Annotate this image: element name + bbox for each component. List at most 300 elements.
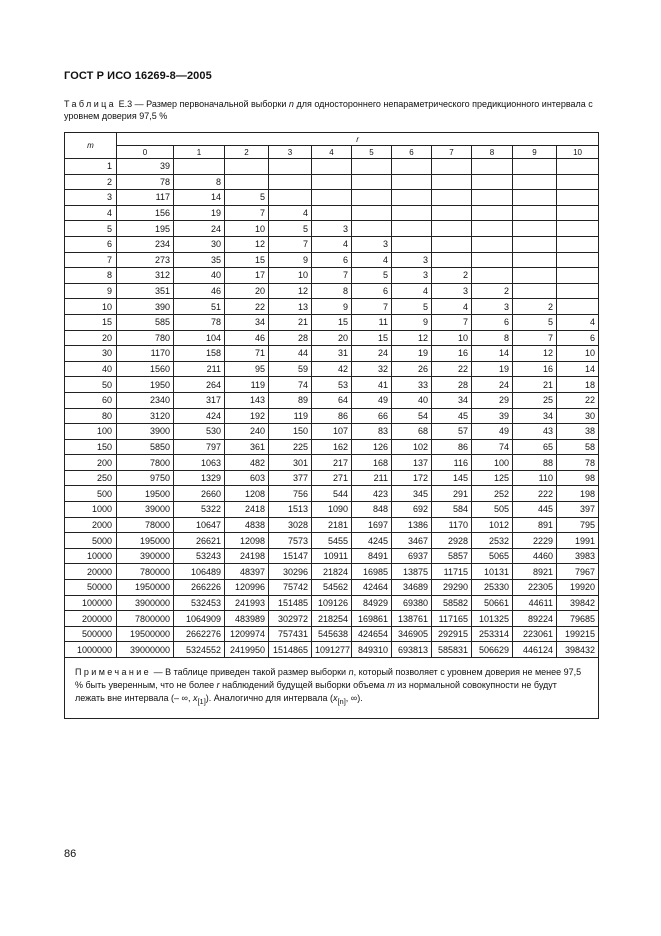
table-cell: 89 [269, 392, 312, 408]
table-cell: 8 [312, 283, 352, 299]
table-cell: 1386 [392, 517, 432, 533]
table-cell: 780 [117, 330, 174, 346]
table-cell [352, 205, 392, 221]
table-cell: 291 [432, 486, 472, 502]
table-cell: 53243 [174, 548, 225, 564]
table-cell: 21824 [312, 564, 352, 580]
table-cell: 138761 [392, 611, 432, 627]
table-cell: 505 [472, 502, 513, 518]
table-cell: 29290 [432, 580, 472, 596]
table-cell: 25330 [472, 580, 513, 596]
table-cell: 69380 [392, 595, 432, 611]
table-cell: 2 [432, 268, 472, 284]
table-cell [269, 159, 312, 175]
table-cell: 39 [472, 408, 513, 424]
table-cell: 12098 [225, 533, 269, 549]
table-cell: 14 [472, 346, 513, 362]
table-cell: 78 [174, 314, 225, 330]
table-cell: 21 [269, 314, 312, 330]
table-cell [557, 236, 599, 252]
table-cell: 195000 [117, 533, 174, 549]
m-value-cell: 40 [65, 361, 117, 377]
table-cell: 223061 [513, 626, 557, 642]
table-cell [513, 190, 557, 206]
table-cell: 849310 [352, 642, 392, 658]
table-cell: 225 [269, 439, 312, 455]
table-cell [557, 205, 599, 221]
table-cell: 54 [392, 408, 432, 424]
table-cell: 34689 [392, 580, 432, 596]
table-cell: 211 [174, 361, 225, 377]
table-cell: 5857 [432, 548, 472, 564]
table-cell [352, 174, 392, 190]
table-cell: 217 [312, 455, 352, 471]
table-cell: 43 [513, 424, 557, 440]
r-value-header: 0 [117, 146, 174, 159]
table-cell [557, 299, 599, 315]
table-cell: 780000 [117, 564, 174, 580]
table-cell: 40 [174, 268, 225, 284]
table-cell: 21 [513, 377, 557, 393]
table-cell: 24 [174, 221, 225, 237]
m-value-cell: 6 [65, 236, 117, 252]
note-prefix: Примечание [75, 667, 152, 677]
table-cell: 40 [392, 392, 432, 408]
table-cell [392, 159, 432, 175]
table-cell [557, 221, 599, 237]
table-cell: 54562 [312, 580, 352, 596]
table-row [65, 205, 599, 221]
table-row [65, 361, 599, 377]
table-cell [432, 159, 472, 175]
table-cell: 222 [513, 486, 557, 502]
table-cell: 2418 [225, 502, 269, 518]
r-value-header: 8 [472, 146, 513, 159]
table-cell: 4 [269, 205, 312, 221]
table-cell: 30 [174, 236, 225, 252]
table-cell [472, 268, 513, 284]
table-cell: 530 [174, 424, 225, 440]
table-cell [312, 174, 352, 190]
table-cell [352, 221, 392, 237]
note-text: из нормальной совокупности не будут лежать вне интервала (– ∞, [75, 680, 557, 703]
table-cell: 86 [432, 439, 472, 455]
table-cell: 78000 [117, 517, 174, 533]
table-cell: 7 [513, 330, 557, 346]
m-value-cell: 200000 [65, 611, 117, 627]
table-cell: 10 [269, 268, 312, 284]
table-cell: 38 [557, 424, 599, 440]
m-value-cell: 5 [65, 221, 117, 237]
caption-var-n: n [288, 99, 294, 109]
table-cell: 6 [557, 330, 599, 346]
table-cell: 9750 [117, 470, 174, 486]
table-row [65, 502, 599, 518]
table-cell: 28 [269, 330, 312, 346]
table-cell: 1064909 [174, 611, 225, 627]
table-cell [312, 190, 352, 206]
table-cell [174, 159, 225, 175]
table-cell: 42 [312, 361, 352, 377]
table-cell: 302972 [269, 611, 312, 627]
m-value-cell: 15 [65, 314, 117, 330]
table-cell: 4460 [513, 548, 557, 564]
table-cell: 102 [392, 439, 432, 455]
table-cell: 585 [117, 314, 174, 330]
table-cell [513, 205, 557, 221]
table-cell: 35 [174, 252, 225, 268]
table-row [65, 283, 599, 299]
table-cell: 49 [472, 424, 513, 440]
table-cell: 39 [117, 159, 174, 175]
table-cell: 12 [513, 346, 557, 362]
table-cell: 1090 [312, 502, 352, 518]
table-row [65, 517, 599, 533]
m-value-cell: 5000 [65, 533, 117, 549]
table-cell: 19 [174, 205, 225, 221]
table-cell: 3 [312, 221, 352, 237]
table-cell: 110 [513, 470, 557, 486]
table-cell [269, 190, 312, 206]
table-cell: 6 [352, 283, 392, 299]
table-cell: 8 [174, 174, 225, 190]
table-cell: 252 [472, 486, 513, 502]
table-cell [432, 190, 472, 206]
table-cell: 2 [472, 283, 513, 299]
table-cell: 1063 [174, 455, 225, 471]
table-cell: 156 [117, 205, 174, 221]
table-cell: 603 [225, 470, 269, 486]
table-cell: 3 [392, 268, 432, 284]
table-cell: 2662276 [174, 626, 225, 642]
r-value-header: 7 [432, 146, 472, 159]
table-cell: 58 [557, 439, 599, 455]
table-cell: 10 [557, 346, 599, 362]
table-cell: 29 [472, 392, 513, 408]
m-value-cell: 250 [65, 470, 117, 486]
table-cell: 6937 [392, 548, 432, 564]
table-cell: 137 [392, 455, 432, 471]
m-value-cell: 1000 [65, 502, 117, 518]
table-cell: 33 [392, 377, 432, 393]
note-var-x2: x [332, 693, 338, 703]
table-cell: 19 [472, 361, 513, 377]
table-row [65, 580, 599, 596]
table-row [65, 564, 599, 580]
table-cell: 20 [225, 283, 269, 299]
table-cell: 2928 [432, 533, 472, 549]
table-cell [472, 221, 513, 237]
table-cell: 75742 [269, 580, 312, 596]
table-cell: 424654 [352, 626, 392, 642]
table-cell: 7967 [557, 564, 599, 580]
table-cell: 312 [117, 268, 174, 284]
table-row [65, 533, 599, 549]
table-cell: 101325 [472, 611, 513, 627]
table-cell: 119 [269, 408, 312, 424]
document-header: ГОСТ Р ИСО 16269-8—2005 [64, 70, 212, 82]
table-cell: 4838 [225, 517, 269, 533]
table-cell: 756 [269, 486, 312, 502]
table-cell: 1170 [432, 517, 472, 533]
table-row [65, 424, 599, 440]
table-row [65, 626, 599, 642]
m-value-cell: 9 [65, 283, 117, 299]
table-cell: 78 [557, 455, 599, 471]
table-cell: 9 [392, 314, 432, 330]
table-row [65, 486, 599, 502]
table-row [65, 221, 599, 237]
m-value-cell: 50 [65, 377, 117, 393]
note-sub-n: [n] [337, 696, 346, 706]
table-cell: 4 [392, 283, 432, 299]
table-row [65, 392, 599, 408]
table-row [65, 268, 599, 284]
table-cell: 351 [117, 283, 174, 299]
caption-text-2: для одностороннего непараметрического предикционного интервала с уровнем доверия 97,5 % [64, 99, 593, 121]
table-cell: 5455 [312, 533, 352, 549]
table-cell: 3120 [117, 408, 174, 424]
table-cell: 117165 [432, 611, 472, 627]
note-var-n: n [348, 667, 354, 677]
m-value-cell: 2000 [65, 517, 117, 533]
table-cell: 78 [117, 174, 174, 190]
table-cell [432, 205, 472, 221]
table-cell: 3 [352, 236, 392, 252]
table-cell: 398432 [557, 642, 599, 658]
caption-number: Е.3 — [116, 99, 147, 109]
table-cell: 271 [312, 470, 352, 486]
table-cell: 3 [392, 252, 432, 268]
table-cell: 106489 [174, 564, 225, 580]
table-cell: 532453 [174, 595, 225, 611]
table-cell: 46 [174, 283, 225, 299]
table-cell: 100 [472, 455, 513, 471]
note-text: , который позволяет с уровнем доверия не менее 97,5 % быть уверенным, что не более [75, 667, 582, 690]
table-cell: 1091277 [312, 642, 352, 658]
table-cell: 4245 [352, 533, 392, 549]
table-cell [392, 174, 432, 190]
table-cell: 44 [269, 346, 312, 362]
table-cell: 1514865 [269, 642, 312, 658]
note-var-x1: x [192, 693, 198, 703]
table-cell: 7 [432, 314, 472, 330]
table-cell: 506629 [472, 642, 513, 658]
table-cell: 25 [513, 392, 557, 408]
table-cell: 68 [392, 424, 432, 440]
table-cell: 234 [117, 236, 174, 252]
table-cell: 88 [513, 455, 557, 471]
table-cell: 3028 [269, 517, 312, 533]
table-cell: 22305 [513, 580, 557, 596]
table-cell: 5324552 [174, 642, 225, 658]
table-cell: 2532 [472, 533, 513, 549]
caption-prefix: Таблица [64, 99, 117, 109]
m-value-cell: 200 [65, 455, 117, 471]
table-cell: 86 [312, 408, 352, 424]
sample-size-table [64, 132, 599, 719]
table-cell: 158 [174, 346, 225, 362]
table-row [65, 548, 599, 564]
r-value-header: 10 [557, 146, 599, 159]
table-cell: 3900 [117, 424, 174, 440]
table-row [65, 595, 599, 611]
table-cell: 5850 [117, 439, 174, 455]
table-cell: 797 [174, 439, 225, 455]
table-cell: 2229 [513, 533, 557, 549]
table-cell [352, 159, 392, 175]
r-values-row [65, 146, 599, 159]
table-cell: 79685 [557, 611, 599, 627]
r-value-header: 6 [392, 146, 432, 159]
m-value-cell: 7 [65, 252, 117, 268]
table-cell: 150 [269, 424, 312, 440]
table-cell: 39842 [557, 595, 599, 611]
table-caption [64, 98, 604, 122]
table-cell: 64 [312, 392, 352, 408]
table-cell: 482 [225, 455, 269, 471]
table-cell [472, 159, 513, 175]
table-cell: 10131 [472, 564, 513, 580]
r-value-header: 4 [312, 146, 352, 159]
table-cell: 1208 [225, 486, 269, 502]
table-cell: 4 [352, 252, 392, 268]
table-cell: 83 [352, 424, 392, 440]
table-cell: 66 [352, 408, 392, 424]
table-row [65, 346, 599, 362]
table-cell: 44611 [513, 595, 557, 611]
note-var-m: m [387, 680, 395, 690]
table-cell: 266226 [174, 580, 225, 596]
table-row [65, 236, 599, 252]
table-cell: 445 [513, 502, 557, 518]
table-cell [472, 190, 513, 206]
table-cell: 264 [174, 377, 225, 393]
table-cell: 71 [225, 346, 269, 362]
table-cell: 192 [225, 408, 269, 424]
table-cell: 211 [352, 470, 392, 486]
table-cell [432, 252, 472, 268]
table-cell [557, 159, 599, 175]
table-cell [513, 221, 557, 237]
table-cell: 107 [312, 424, 352, 440]
m-value-cell: 500 [65, 486, 117, 502]
table-cell: 424 [174, 408, 225, 424]
table-cell: 16 [513, 361, 557, 377]
table-cell [513, 268, 557, 284]
table-cell: 12 [269, 283, 312, 299]
table-cell: 584 [432, 502, 472, 518]
table-cell: 4 [432, 299, 472, 315]
table-cell: 198 [557, 486, 599, 502]
table-cell: 2 [513, 299, 557, 315]
table-cell: 1329 [174, 470, 225, 486]
table-cell: 7 [312, 268, 352, 284]
table-cell: 19 [392, 346, 432, 362]
r-value-header: 9 [513, 146, 557, 159]
table-cell: 104 [174, 330, 225, 346]
table-cell: 377 [269, 470, 312, 486]
table-cell: 317 [174, 392, 225, 408]
table-row [65, 190, 599, 206]
table-cell: 5 [392, 299, 432, 315]
m-column-header: m [65, 133, 117, 159]
table-cell: 109126 [312, 595, 352, 611]
table-cell: 11 [352, 314, 392, 330]
table-cell: 117 [117, 190, 174, 206]
table-cell: 39000 [117, 502, 174, 518]
table-cell: 2419950 [225, 642, 269, 658]
table-cell: 143 [225, 392, 269, 408]
note-text: наблюдений будущей выборки объема [219, 680, 388, 690]
table-cell: 273 [117, 252, 174, 268]
table-cell: 5 [513, 314, 557, 330]
table-cell: 31 [312, 346, 352, 362]
table-cell: 14 [557, 361, 599, 377]
table-cell: 30296 [269, 564, 312, 580]
table-cell: 17 [225, 268, 269, 284]
table-cell: 390000 [117, 548, 174, 564]
r-value-header: 2 [225, 146, 269, 159]
table-cell: 42464 [352, 580, 392, 596]
table-cell: 10911 [312, 548, 352, 564]
m-value-cell: 2 [65, 174, 117, 190]
table-cell: 53 [312, 377, 352, 393]
m-value-cell: 500000 [65, 626, 117, 642]
table-cell: 848 [352, 502, 392, 518]
table-cell: 3 [472, 299, 513, 315]
table-cell: 13875 [392, 564, 432, 580]
table-cell: 301 [269, 455, 312, 471]
table-cell: 39000000 [117, 642, 174, 658]
table-cell: 9 [269, 252, 312, 268]
table-cell: 19500000 [117, 626, 174, 642]
m-value-cell: 4 [65, 205, 117, 221]
table-cell: 34 [225, 314, 269, 330]
table-cell [392, 190, 432, 206]
m-value-cell: 3 [65, 190, 117, 206]
table-cell [472, 236, 513, 252]
m-value-cell: 150 [65, 439, 117, 455]
table-cell: 1991 [557, 533, 599, 549]
table-cell [557, 252, 599, 268]
table-cell [472, 205, 513, 221]
table-cell: 7800000 [117, 611, 174, 627]
table-cell: 13 [269, 299, 312, 315]
table-cell: 1513 [269, 502, 312, 518]
table-cell [312, 159, 352, 175]
table-cell: 240 [225, 424, 269, 440]
m-value-cell: 1 [65, 159, 117, 175]
table-cell: 3983 [557, 548, 599, 564]
table-cell: 446124 [513, 642, 557, 658]
table-cell: 34 [513, 408, 557, 424]
table-cell: 2181 [312, 517, 352, 533]
table-cell: 5065 [472, 548, 513, 564]
table-cell: 151485 [269, 595, 312, 611]
table-cell: 199215 [557, 626, 599, 642]
table-cell: 22 [432, 361, 472, 377]
r-value-header: 1 [174, 146, 225, 159]
table-cell: 84929 [352, 595, 392, 611]
m-value-cell: 20000 [65, 564, 117, 580]
table-cell: 8921 [513, 564, 557, 580]
table-cell: 169861 [352, 611, 392, 627]
table-cell: 390 [117, 299, 174, 315]
table-cell: 126 [352, 439, 392, 455]
table-cell: 48397 [225, 564, 269, 580]
table-cell: 692 [392, 502, 432, 518]
